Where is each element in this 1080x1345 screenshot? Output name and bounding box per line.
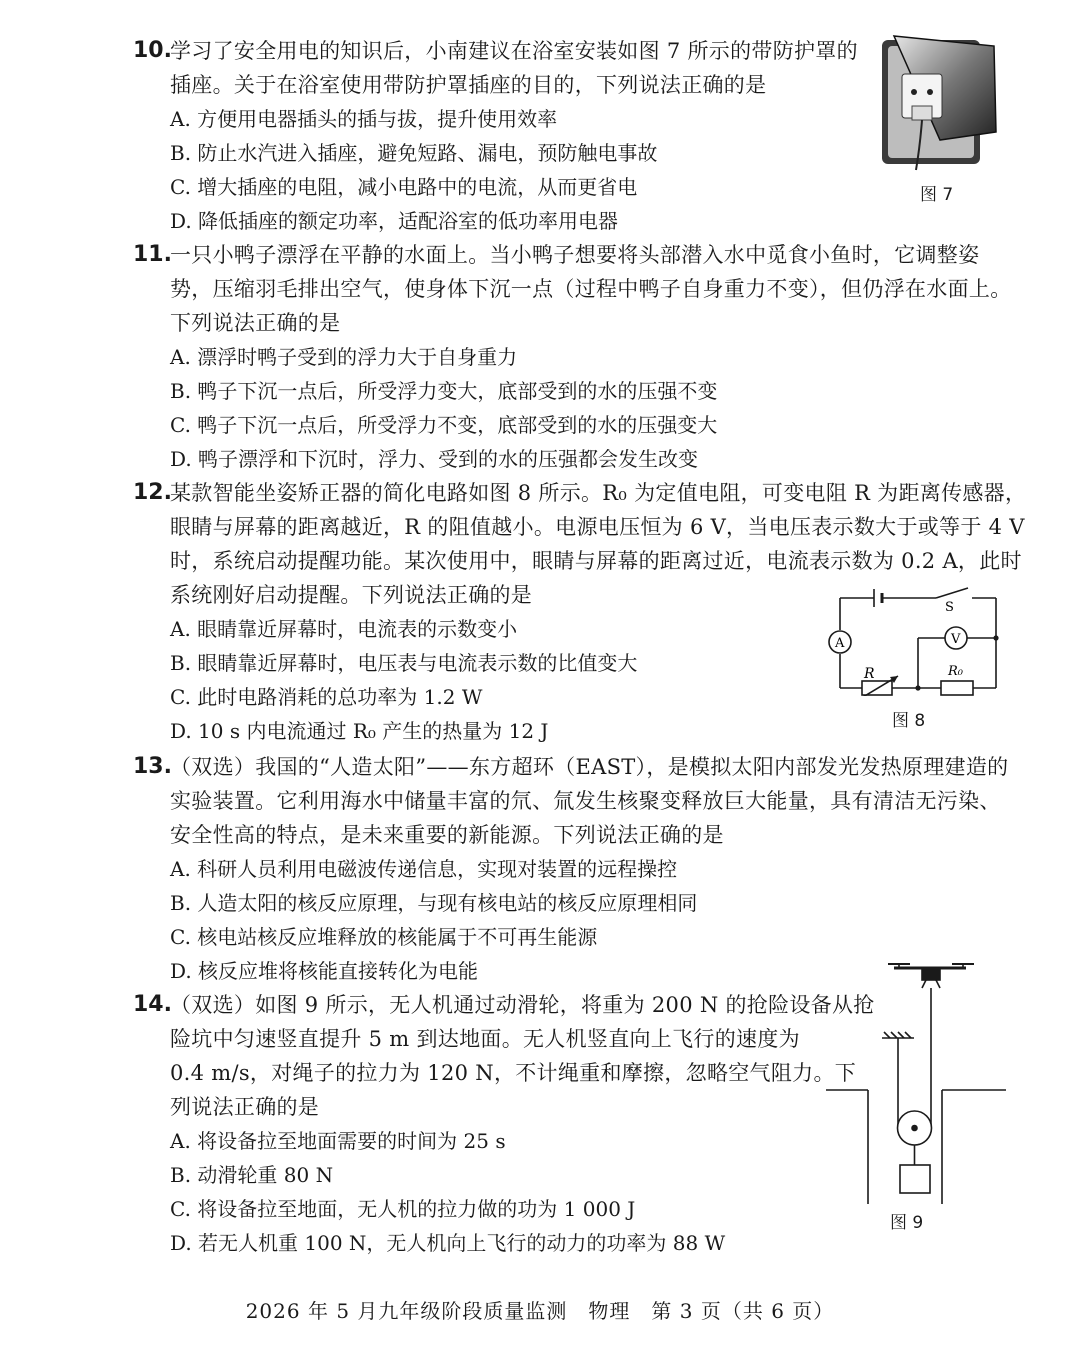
question-text-line: 安全性高的特点，是未来重要的新能源。下列说法正确的是 xyxy=(170,823,724,847)
question-text-line: （双选）我国的“人造太阳”——东方超环（EAST），是模拟太阳内部发光发热原理建造的 xyxy=(170,755,1009,779)
question-text-line: 眼睛与屏幕的距离越近，R 的阻值越小。电源电压恒为 6 V，当电压表示数大于或等于 4 V xyxy=(170,515,1025,539)
figure-9-caption: 图 9 xyxy=(890,1213,924,1233)
option-c: C. 将设备拉至地面，无人机的拉力做的功为 1 000 J xyxy=(170,1197,636,1221)
option-b: B. 人造太阳的核反应原理，与现有核电站的核反应原理相同 xyxy=(170,891,698,915)
socket-cover-figure xyxy=(876,34,1000,172)
question-text-line: 列说法正确的是 xyxy=(170,1095,320,1119)
question-number: 13. xyxy=(133,754,172,779)
switch-label: S xyxy=(945,600,954,615)
question-text-line: 险坑中匀速竖直提升 5 m 到达地面。无人机竖直向上飞行的速度为 xyxy=(170,1027,800,1051)
circuit-diagram xyxy=(826,584,1006,696)
option-a: A. 将设备拉至地面需要的时间为 25 s xyxy=(170,1129,506,1153)
option-d: D. 核反应堆将核能直接转化为电能 xyxy=(170,959,479,983)
drone-pulley-figure xyxy=(826,958,1006,1206)
question-number: 10. xyxy=(133,38,172,63)
page-footer: 2026 年 5 月九年级阶段质量监测 物理 第 3 页（共 6 页） xyxy=(245,1299,835,1323)
question-text-line: 时，系统启动提醒功能。某次使用中，眼睛与屏幕的距离过近，电流表示数为 0.2 A，此时 xyxy=(170,549,1022,573)
option-a: A. 方便用电器插头的插与拔，提升使用效率 xyxy=(170,107,558,131)
option-d: D. 若无人机重 100 N，无人机向上飞行的动力的功率为 88 W xyxy=(170,1231,726,1255)
question-number: 12. xyxy=(133,480,172,505)
option-d: D. 10 s 内电流通过 R₀ 产生的热量为 12 J xyxy=(170,719,549,743)
figure-8-caption: 图 8 xyxy=(892,711,926,731)
question-text-line: 实验装置。它利用海水中储量丰富的氘、氚发生核聚变释放巨大能量，具有清洁无污染、 xyxy=(170,789,1001,813)
option-b: B. 眼睛靠近屏幕时，电压表与电流表示数的比值变大 xyxy=(170,651,638,675)
question-text-line: 势，压缩羽毛排出空气，使身体下沉一点（过程中鸭子自身重力不变），但仍浮在水面上。 xyxy=(170,277,1012,301)
option-d: D. 鸭子漂浮和下沉时，浮力、受到的水的压强都会发生改变 xyxy=(170,447,699,471)
fixed-resistor-label: R₀ xyxy=(948,664,963,679)
question-text-line: 0.4 m/s，对绳子的拉力为 120 N，不计绳重和摩擦，忽略空气阻力。下 xyxy=(170,1061,857,1085)
question-text-line: 系统刚好启动提醒。下列说法正确的是 xyxy=(170,583,533,607)
question-number: 14. xyxy=(133,992,172,1017)
option-c: C. 此时电路消耗的总功率为 1.2 W xyxy=(170,685,483,709)
question-text-line: 某款智能坐姿矫正器的简化电路如图 8 所示。R₀ 为定值电阻，可变电阻 R 为距离传感器， xyxy=(170,481,1027,505)
option-a: A. 眼睛靠近屏幕时，电流表的示数变小 xyxy=(170,617,518,641)
variable-resistor-label: R xyxy=(864,666,875,682)
question-text-line: 下列说法正确的是 xyxy=(170,311,341,335)
option-c: C. 增大插座的电阻，减小电路中的电流，从而更省电 xyxy=(170,175,638,199)
voltmeter-symbol-label: V xyxy=(951,632,961,647)
option-b: B. 防止水汽进入插座，避免短路、漏电，预防触电事故 xyxy=(170,141,658,165)
question-text-line: 插座。关于在浴室使用带防护罩插座的目的，下列说法正确的是 xyxy=(170,73,767,97)
option-d: D. 降低插座的额定功率，适配浴室的低功率用电器 xyxy=(170,209,619,233)
option-c: C. 鸭子下沉一点后，所受浮力不变，底部受到的水的压强变大 xyxy=(170,413,718,437)
ammeter-symbol-label: A xyxy=(835,636,845,651)
question-text-line: 一只小鸭子漂浮在平静的水面上。当小鸭子想要将头部潜入水中觅食小鱼时，它调整姿 xyxy=(170,243,980,267)
figure-7-caption: 图 7 xyxy=(920,185,954,205)
option-a: A. 漂浮时鸭子受到的浮力大于自身重力 xyxy=(170,345,518,369)
question-number: 11. xyxy=(133,242,172,267)
question-text-line: （双选）如图 9 所示，无人机通过动滑轮，将重为 200 N 的抢险设备从抢 xyxy=(170,993,875,1017)
option-a: A. 科研人员利用电磁波传递信息，实现对装置的远程操控 xyxy=(170,857,678,881)
option-b: B. 动滑轮重 80 N xyxy=(170,1163,334,1187)
question-text-line: 学习了安全用电的知识后，小南建议在浴室安装如图 7 所示的带防护罩的 xyxy=(170,39,858,63)
option-b: B. 鸭子下沉一点后，所受浮力变大，底部受到的水的压强不变 xyxy=(170,379,718,403)
option-c: C. 核电站核反应堆释放的核能属于不可再生能源 xyxy=(170,925,598,949)
